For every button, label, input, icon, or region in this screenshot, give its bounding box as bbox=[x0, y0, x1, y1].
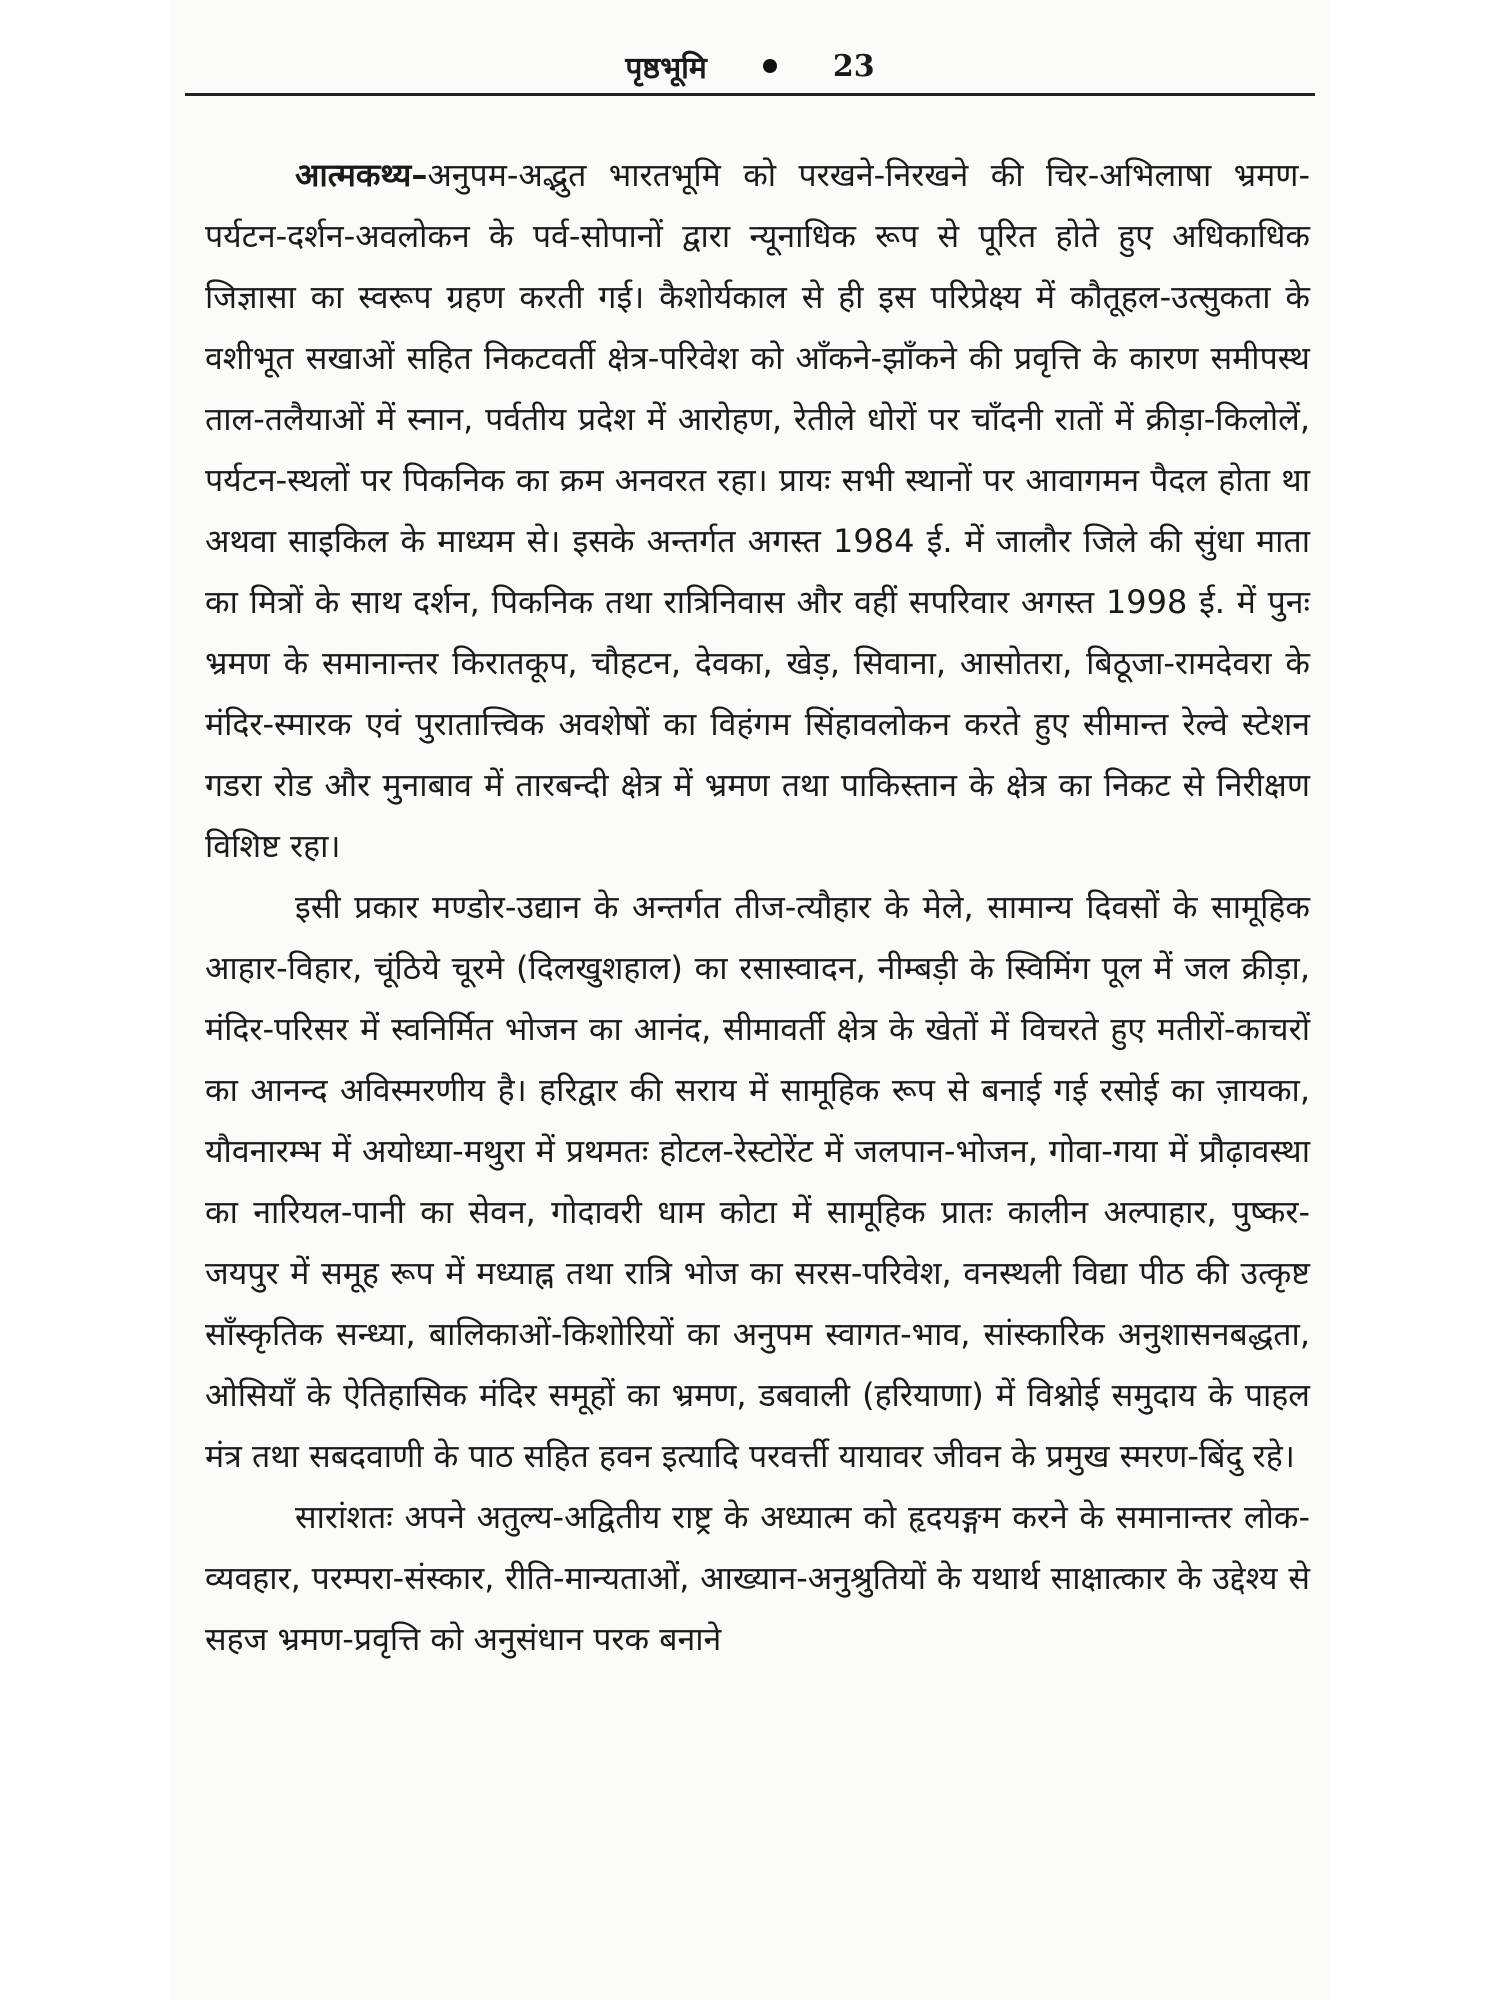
paragraph-text: इसी प्रकार मण्डोर-उद्यान के अन्तर्गत तीज-त्यौहार के मेले, सामान्य दिवसों के सामूहिक आहार-विहार, चूंठिये चूरमे (दिलखुशहाल) का रसास्वादन, नीम्बड़ी के स्विमिंग पूल में जल क्रीड़ा, मंदिर-परिसर में स्वनिर्मित भोजन का आनंद, सीमावर्ती क्षेत्र के खेतों में विचरते हुए मतीरों-काचरों का आनन्द अविस्मरणीय है। हरिद्वार की सराय में सामूहिक रूप से बनाई गई रसोई का ज़ायका, यौवनारम्भ में अयोध्या-मथुरा में प्रथमतः होटल-रेस्टोरेंट में जलपान-भोजन, गोवा-गया में प्रौढ़ावस्था का नारियल-पानी का सेवन, गोदावरी धाम कोटा में सामूहिक प्रातः कालीन अल्पाहार, पुष्कर-जयपुर में समूह रूप में मध्याह्न तथा रात्रि भोज का सरस-परिवेश, वनस्थली विद्या पीठ की उत्कृष्ट साँस्कृतिक सन्ध्या, बालिकाओं-किशोरियों का अनुपम स्वागत-भाव, सांस्कारिक अनुशासनबद्धता, ओसियाँ के ऐतिहासिक मंदिर समूहों का भ्रमण, डबवाली (हरियाणा) में विश्नोई समुदाय के पाहल मंत्र तथा सबदवाणी के पाठ सहित हवन इत्यादि परवर्त्ती यायावर जीवन के प्रमुख स्मरण-बिंदु रहे। bbox=[205, 888, 1310, 1475]
page-header bbox=[185, 40, 1315, 92]
paragraph-2 bbox=[205, 877, 1310, 1487]
paragraph-text: सारांशतः अपने अतुल्य-अद्वितीय राष्ट्र के अध्यात्म को हृदयङ्गम करने के समानान्तर लोक-व्यवहार, परम्परा-संस्कार, रीति-मान्यताओं, आख्यान-अनुश्रुतियों के यथार्थ साक्षात्कार के उद्देश्य से सहज भ्रमण-प्रवृत्ति को अनुसंधान परक बनाने bbox=[205, 1498, 1310, 1658]
header-rule bbox=[185, 93, 1315, 96]
paragraph-1 bbox=[205, 145, 1310, 877]
paragraph-lead: आत्मकथ्य– bbox=[295, 156, 428, 194]
paragraph-3 bbox=[205, 1487, 1310, 1670]
page-number: 23 bbox=[832, 48, 875, 84]
paragraph-text: अनुपम-अद्भुत भारतभूमि को परखने-निरखने की चिर-अभिलाषा भ्रमण-पर्यटन-दर्शन-अवलोकन के पर्व-सोपानों द्वारा न्यूनाधिक रूप से पूरित होते हुए अधिकाधिक जिज्ञासा का स्वरूप ग्रहण करती गई। कैशोर्यकाल से ही इस परिप्रेक्ष्य में कौतूहल-उत्सुकता के वशीभूत सखाओं सहित निकटवर्ती क्षेत्र-परिवेश को आँकने-झाँकने की प्रवृत्ति के कारण समीपस्थ ताल-तलैयाओं में स्नान, पर्वतीय प्रदेश में आरोहण, रेतीले धोरों पर चाँदनी रातों में क्रीड़ा-किलोलें, पर्यटन-स्थलों पर पिकनिक का क्रम अनवरत रहा। प्रायः सभी स्थानों पर आवागमन पैदल होता था अथवा साइकिल के माध्यम से। इसके अन्तर्गत अगस्त 1984 ई. में जालौर जिले की सुंधा माता का मित्रों के साथ दर्शन, पिकनिक तथा रात्रिनिवास और वहीं सपरिवार अगस्त 1998 ई. में पुनः भ्रमण के समानान्तर किरातकूप, चौहटन, देवका, खेड़, सिवाना, आसोतरा, बिठूजा-रामदेवरा के मंदिर-स्मारक एवं पुरातात्त्विक अवशेषों का विहंगम सिंहावलोकन करते हुए सीमान्त रेल्वे स्टेशन गडरा रोड और मुनाबाव में तारबन्दी क्षेत्र में भ्रमण तथा पाकिस्तान के क्षेत्र का निकट से निरीक्षण विशिष्ट रहा। bbox=[205, 156, 1310, 865]
running-title: पृष्ठभूमि bbox=[625, 50, 707, 86]
page-body bbox=[205, 145, 1310, 1670]
bullet-separator bbox=[763, 59, 777, 73]
